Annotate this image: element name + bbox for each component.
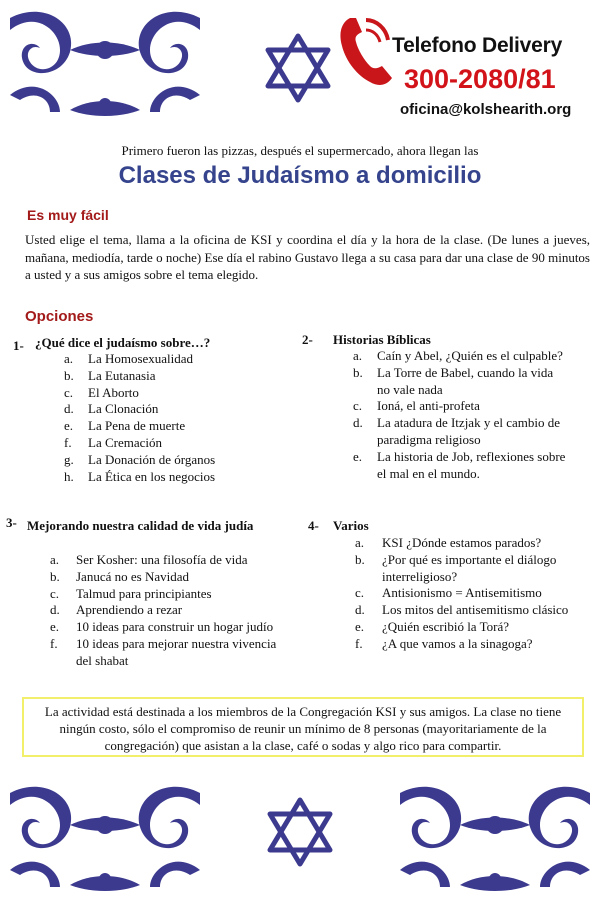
contact-email[interactable]: oficina@kolshearith.org (400, 101, 572, 118)
group-title-varios: Varios (333, 518, 369, 533)
list-item: b. Janucá no es Navidad (50, 568, 189, 584)
list-item: e. ¿Quién escribió la Torá? (355, 618, 509, 634)
list-item: f. ¿A que vamos a la sinagoga? (355, 635, 533, 651)
group-title-historias-biblicas: Historias Bíblicas (333, 332, 431, 347)
options-heading: Opciones (25, 308, 94, 325)
list-item: g. La Donación de órganos (64, 451, 216, 467)
group-list-judaismo-sobre (64, 351, 274, 485)
list-item: e. La Pena de muerte (64, 418, 186, 434)
group-title-judaismo-sobre: ¿Qué dice el judaísmo sobre…? (35, 335, 211, 350)
delivery-title: Telefono Delivery (392, 34, 563, 57)
list-item: c. El Aborto (64, 384, 139, 400)
top-ornament-left (0, 0, 250, 125)
list-item: e. 10 ideas para construir un hogar judío (50, 619, 274, 635)
list-item: a. La Homosexualidad (64, 351, 194, 366)
list-item: b. La Torre de Babel, cuando la vida no vale nada (353, 364, 554, 397)
star-of-david-icon (262, 32, 334, 104)
list-item: d. La atadura de Itzjak y el cambio de paradigma religioso (353, 415, 560, 447)
group-list-historias-biblicas (353, 348, 568, 482)
group-number: 2- (302, 332, 313, 347)
list-item: b. ¿Por qué es importante el diálogo interreligioso? (355, 551, 557, 584)
delivery-phone-number[interactable]: 300-2080/81 (404, 64, 556, 94)
list-item: a. KSI ¿Dónde estamos parados? (355, 535, 542, 550)
list-item: a. Ser Kosher: una filosofía de vida (50, 552, 248, 567)
list-item: c. Antisionismo = Antisemitismo (355, 585, 542, 601)
list-item: d. La Clonación (64, 401, 159, 417)
list-item: h. La Ética en los negocios (64, 468, 216, 484)
note-box: La actividad está destinada a los miembros de la Congregación KSI y sus amigos. La clase no tiene ningún costo, sólo el compromiso de reunir un mínimo de 8 personas (mayoritariamente de la congregación) que asistan a la clase, café o sodas y algo rico para compartir. (22, 697, 584, 757)
list-item: f. 10 ideas para mejorar nuestra vivencia del shabat (50, 635, 277, 668)
group-title-calidad-de-vida: Mejorando nuestra calidad de vida judía (27, 518, 254, 533)
list-item: f. La Cremación (64, 434, 162, 450)
easy-paragraph: Usted elige el tema, llama a la oficina de KSI y coordina el día y la hora de la clase. (De lunes a jueves, mañana, mediodía, tarde o noche) Ese día el rabino Gustavo llega a su casa para dar una clase de 90 minutos a usted y a sus amigos sobre el tema elegido. (25, 232, 590, 282)
list-item: c. Ioná, el anti-profeta (353, 398, 480, 414)
list-item: b. La Eutanasia (64, 367, 156, 383)
group-number: 1- (13, 338, 24, 353)
group-list-varios (355, 535, 580, 653)
group-number: 4- (308, 518, 319, 533)
group-list-calidad-de-vida (50, 552, 280, 670)
telephone-icon (336, 12, 398, 90)
delivery-contact-block (336, 12, 596, 122)
group-number: 3- (6, 515, 17, 530)
page-title: Clases de Judaísmo a domicilio (118, 162, 482, 189)
easy-heading: Es muy fácil (27, 207, 109, 223)
list-item: d. Aprendiendo a rezar (50, 602, 183, 618)
intro-line: Primero fueron las pizzas, después el supermercado, ahora llegan las (121, 143, 479, 158)
list-item: d. Los mitos del antisemitismo clásico (355, 602, 569, 618)
bottom-ornament (0, 775, 600, 900)
list-item: a. Caín y Abel, ¿Quién es el culpable? (353, 348, 563, 363)
list-item: e. La historia de Job, reflexiones sobre el mal en el mundo. (353, 448, 566, 481)
list-item: c. Talmud para principiantes (50, 585, 212, 601)
